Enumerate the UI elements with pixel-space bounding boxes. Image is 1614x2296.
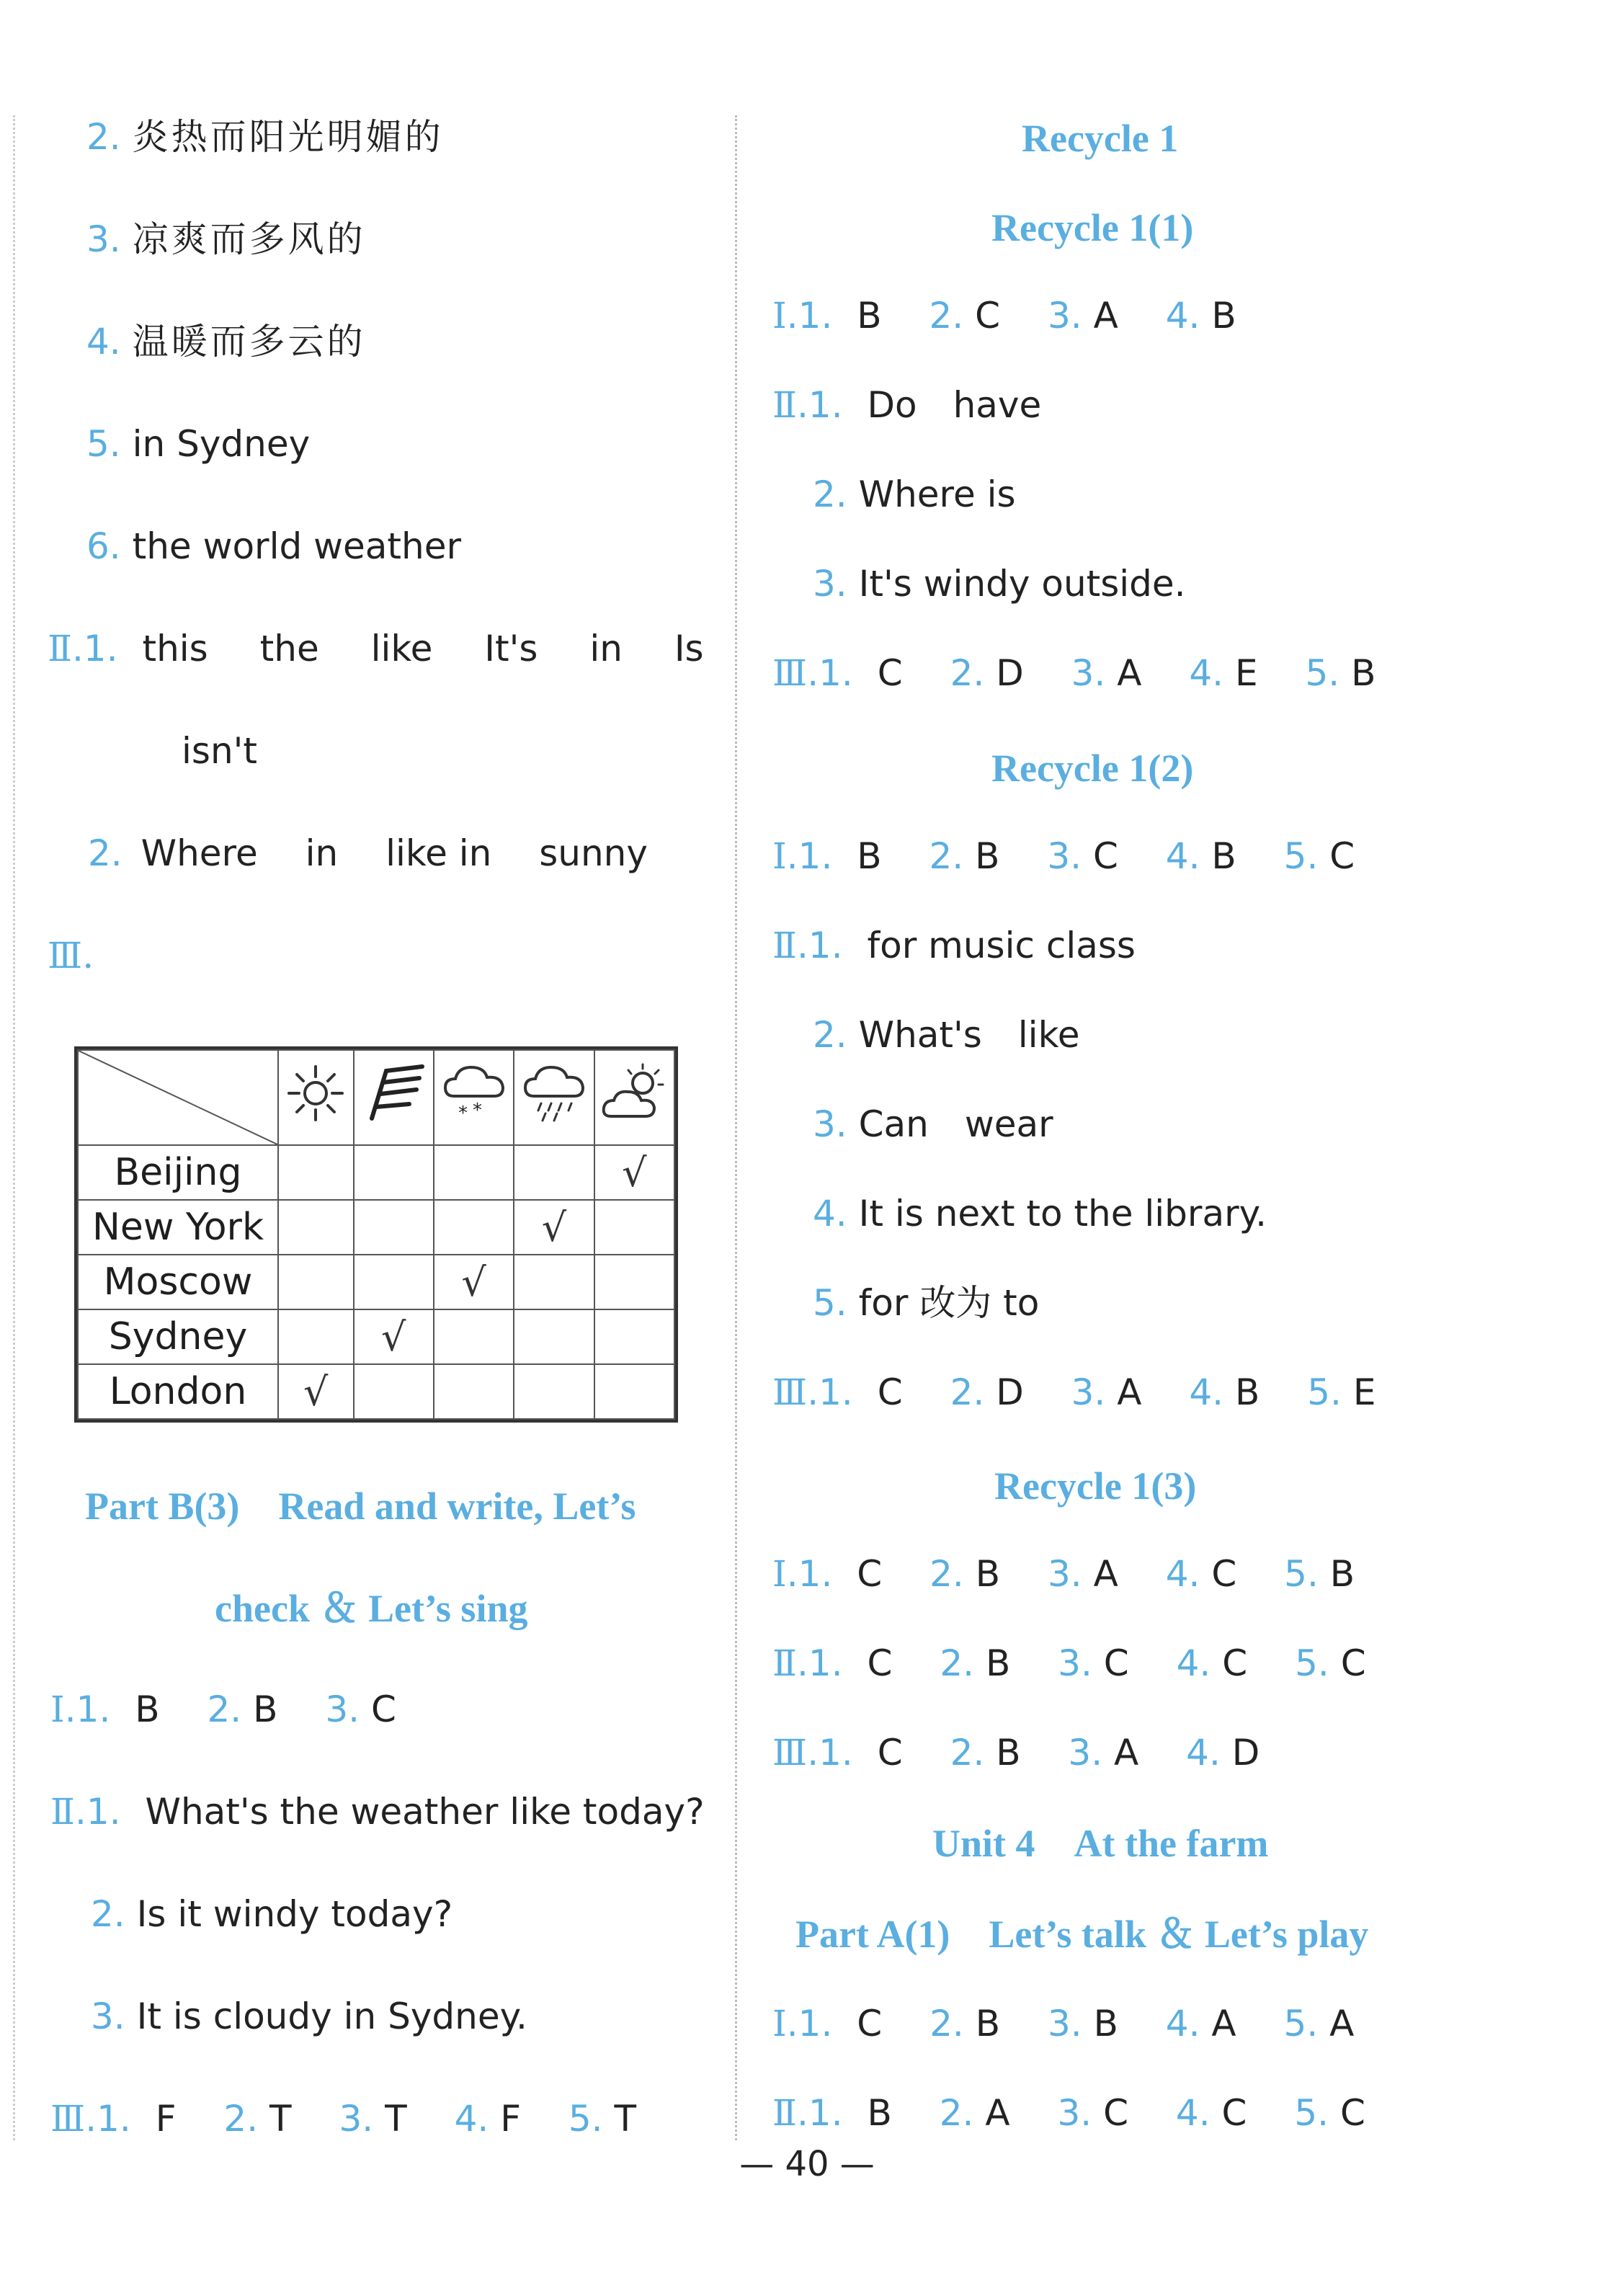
rainy-icon bbox=[514, 1050, 594, 1145]
part-b3-heading-cont: check ＆ Let’s sing bbox=[215, 1587, 528, 1630]
pb3-section-2-item: 3. It is cloudy in Sydney. bbox=[91, 1995, 527, 2037]
r2-section-2-item: 4. It is next to the library. bbox=[813, 1193, 1267, 1234]
weather-table bbox=[74, 1046, 678, 1423]
r1-section-2-item: 3. It's windy outside. bbox=[813, 563, 1186, 605]
pb3-section-2-item: Ⅱ.1. What's the weather like today? bbox=[50, 1791, 705, 1833]
tick-mark: √ bbox=[461, 1259, 486, 1305]
recycle-1-3-heading: Recycle 1(3) bbox=[994, 1464, 1197, 1508]
unit-4-heading: Unit 4 At the farm bbox=[932, 1822, 1269, 1865]
r2-section-2-item: 2. What's like bbox=[813, 1014, 1080, 1056]
r1-section-2-item: 2. Where is bbox=[813, 473, 1016, 515]
pb3-section-3: Ⅲ.1. F 2. T 3. T 4. F 5. T bbox=[50, 2098, 637, 2140]
r2-section-2-item: Ⅱ.1. for music class bbox=[772, 925, 1136, 966]
column-divider bbox=[735, 115, 737, 2140]
tick-mark: √ bbox=[381, 1314, 406, 1360]
table-corner-cell bbox=[78, 1050, 278, 1145]
snowy-icon bbox=[434, 1050, 514, 1145]
answer-line: 4. 温暖而多云的 bbox=[86, 321, 366, 362]
r3-section-1: Ⅰ.1. C 2. B 3. A 4. C 5. B bbox=[772, 1553, 1355, 1595]
r1-section-3: Ⅲ.1. C 2. D 3. A 4. E 5. B bbox=[772, 652, 1376, 694]
pa1-section-1: Ⅰ.1. C 2. B 3. B 4. A 5. A bbox=[772, 2003, 1355, 2044]
city-label: London bbox=[78, 1364, 278, 1419]
city-label: Moscow bbox=[78, 1255, 278, 1309]
svg-text:*: * bbox=[472, 1099, 482, 1121]
r1-section-1: Ⅰ.1. B 2. C 3. A 4. B bbox=[772, 295, 1236, 337]
svg-text:*: * bbox=[458, 1102, 468, 1124]
answer-line: 5. in Sydney bbox=[86, 423, 311, 465]
recycle-1-1-heading: Recycle 1(1) bbox=[991, 206, 1194, 249]
recycle-1-2-heading: Recycle 1(2) bbox=[991, 747, 1194, 790]
pb3-section-2-item: 2. Is it windy today? bbox=[91, 1893, 453, 1935]
r2-section-1: Ⅰ.1. B 2. B 3. C 4. B 5. C bbox=[772, 835, 1355, 877]
r2-section-2-item: 5. for 改为 to bbox=[813, 1282, 1040, 1324]
table-row bbox=[78, 1200, 674, 1255]
sunny-icon bbox=[278, 1050, 354, 1145]
table-row bbox=[78, 1145, 674, 1200]
recycle-title: Recycle 1 bbox=[1022, 117, 1179, 160]
table-row bbox=[78, 1309, 674, 1364]
pa1-section-2: Ⅱ.1. B 2. A 3. C 4. C 5. C bbox=[772, 2092, 1365, 2134]
answer-line: 6. the world weather bbox=[86, 525, 462, 567]
tick-mark: √ bbox=[622, 1149, 647, 1196]
r2-section-2-item: 3. Can wear bbox=[813, 1103, 1053, 1145]
windy-icon bbox=[354, 1050, 434, 1145]
section-2-continuation: isn't bbox=[182, 730, 257, 772]
part-b3-heading: Part B(3) Read and write, Let’s bbox=[85, 1485, 636, 1528]
r1-section-2-item: Ⅱ.1. Do have bbox=[772, 384, 1042, 426]
page-number: — 40 — bbox=[739, 2144, 875, 2184]
section-2-line-2: 2. Where in like in sunny bbox=[88, 832, 648, 874]
tick-mark: √ bbox=[303, 1369, 329, 1415]
r2-section-3: Ⅲ.1. C 2. D 3. A 4. B 5. E bbox=[772, 1371, 1376, 1413]
section-3-label: Ⅲ. bbox=[48, 935, 94, 976]
part-a1-heading: Part A(1) Let’s talk ＆ Let’s play bbox=[795, 1913, 1369, 1956]
tick-mark: √ bbox=[541, 1204, 567, 1250]
cloudy-icon bbox=[594, 1050, 674, 1145]
city-label: New York bbox=[78, 1200, 278, 1255]
section-2-line-1: Ⅱ.1. this the like It's in Is bbox=[48, 628, 704, 669]
pb3-section-1: Ⅰ.1. B 2. B 3. C bbox=[50, 1688, 396, 1730]
r3-section-2: Ⅱ.1. C 2. B 3. C 4. C 5. C bbox=[772, 1642, 1366, 1684]
city-label: Beijing bbox=[78, 1145, 278, 1200]
answer-line: 2. 炎热而阳光明媚的 bbox=[86, 116, 444, 158]
table-row bbox=[78, 1255, 674, 1309]
table-row bbox=[78, 1364, 674, 1419]
answer-line: 3. 凉爽而多风的 bbox=[86, 218, 366, 260]
r3-section-3: Ⅲ.1. C 2. B 3. A 4. D bbox=[772, 1732, 1260, 1774]
left-margin-rule bbox=[13, 115, 15, 2140]
city-label: Sydney bbox=[78, 1309, 278, 1364]
